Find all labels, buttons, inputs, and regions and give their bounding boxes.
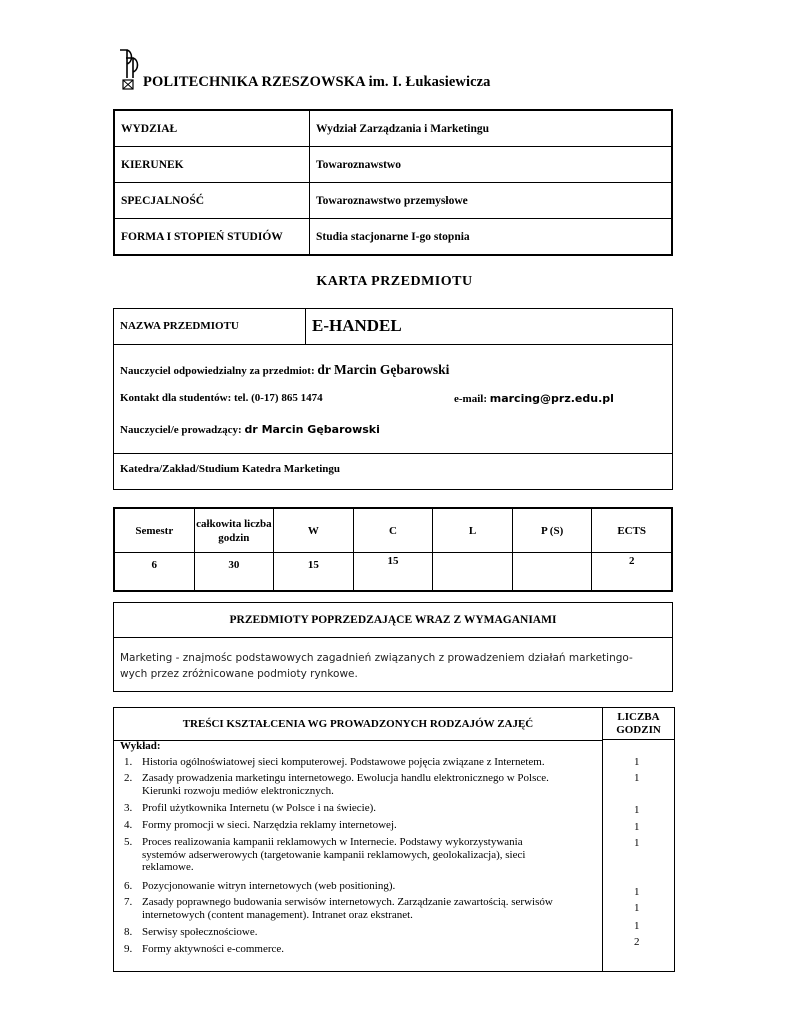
header-ects: ECTS [592, 508, 672, 553]
item-hours: 1 [634, 772, 640, 784]
item-text: Historia ogólnoświatowej sieci komputerowej. Podstawowe pojęcia związane z Internetem. [142, 756, 545, 768]
department-line [120, 463, 340, 475]
value-ps [512, 553, 592, 592]
divider [114, 453, 672, 454]
item-number: 8. [124, 926, 133, 938]
item-number: 7. [124, 896, 133, 908]
hours-table [113, 507, 673, 592]
item-hours: 1 [634, 902, 640, 914]
value-l [433, 553, 513, 592]
info-label: WYDZIAŁ [114, 110, 310, 147]
item-text: Pozycjonowanie witryn internetowych (web positioning). [142, 880, 396, 892]
info-value: Towaroznawstwo przemysłowe [310, 183, 673, 219]
lecturers-value: dr Marcin Gębarowski [244, 423, 380, 436]
table-header-row [114, 508, 672, 553]
department-label: Katedra/Zakład/Studium [120, 463, 240, 475]
lecturers-line [120, 423, 380, 436]
item-text: Zasady poprawnego budowania serwisów internetowych. Zarządzanie zawartością. serwisów internetowych (content management). Intranet oraz ekstranet. [142, 896, 553, 921]
table-row [114, 147, 672, 183]
table-row [114, 553, 672, 592]
subject-name: E-HANDEL [312, 316, 402, 335]
item-hours: 1 [634, 821, 640, 833]
prerequisites-title: PRZEDMIOTY POPRZEDZAJĄCE WRAZ Z WYMAGANIAMI [114, 603, 672, 638]
item-text: Profil użytkownika Internetu (w Polsce i na świecie). [142, 802, 376, 814]
content-title: TREŚCI KSZTAŁCENIA WG PROWADZONYCH RODZAJÓW ZAJĘĆ [114, 708, 603, 741]
card-title: KARTA PRZEDMIOTU [316, 274, 473, 289]
value-total-hours: 30 [194, 553, 274, 592]
item-hours: 1 [634, 804, 640, 816]
item-hours: 2 [634, 936, 640, 948]
item-text: Serwisy społecznościowe. [142, 926, 258, 938]
list-item [120, 756, 590, 769]
header-w: W [274, 508, 354, 553]
section-label: Wykład: [120, 740, 161, 752]
item-number: 5. [124, 836, 133, 848]
subject-box [113, 308, 673, 490]
table-row [114, 219, 672, 256]
value-c: 15 [353, 553, 433, 592]
item-number: 9. [124, 943, 133, 955]
contact-line: Kontakt dla studentów: tel. (0-17) 865 1474 [120, 392, 323, 404]
item-number: 4. [124, 819, 133, 831]
value-w: 15 [274, 553, 354, 592]
table-row [114, 110, 672, 147]
header-c: C [353, 508, 433, 553]
content-table [113, 707, 675, 972]
item-number: 1. [124, 756, 133, 768]
item-hours: 1 [634, 756, 640, 768]
department-value: Katedra Marketingu [241, 463, 341, 475]
table-row [114, 183, 672, 219]
item-hours: 1 [634, 837, 640, 849]
email-value: marcing@prz.edu.pl [489, 392, 614, 405]
email-label: e-mail: [454, 393, 487, 405]
divider [305, 309, 306, 344]
divider [602, 740, 603, 971]
item-text: Formy promocji w sieci. Narzędzia reklamy internetowej. [142, 819, 397, 831]
item-text: Formy aktywności e-commerce. [142, 943, 285, 955]
info-value: Wydział Zarządzania i Marketingu [310, 110, 673, 147]
lecturers-label: Nauczyciel/e prowadzący: [120, 424, 242, 436]
value-semestr: 6 [114, 553, 194, 592]
header-total-hours: całkowita liczba godzin [194, 508, 274, 553]
hours-column-header: LICZBA GODZIN [603, 708, 674, 740]
teacher-label: Nauczyciel odpowiedzialny za przedmiot: [120, 365, 315, 377]
prerequisites-box [113, 602, 673, 692]
teacher-line [120, 362, 449, 378]
teacher-name: dr Marcin Gębarowski [317, 362, 450, 377]
item-number: 6. [124, 880, 133, 892]
value-ects: 2 [592, 553, 672, 592]
item-text: Zasady prowadzenia marketingu internetowego. Ewolucja handlu elektronicznego w Polsce. Kierunki rozwoju mediów elektronicznych. [142, 772, 549, 797]
info-label: FORMA I STOPIEŃ STUDIÓW [114, 219, 310, 256]
item-number: 2. [124, 772, 133, 784]
info-label: KIERUNEK [114, 147, 310, 183]
item-number: 3. [124, 802, 133, 814]
info-value: Towaroznawstwo [310, 147, 673, 183]
study-info-table [113, 109, 673, 256]
header-semestr: Semestr [114, 508, 194, 553]
university-logo-icon [117, 48, 141, 92]
header-l: L [433, 508, 513, 553]
item-hours: 1 [634, 886, 640, 898]
email-line [454, 392, 614, 405]
info-value: Studia stacjonarne I-go stopnia [310, 219, 673, 256]
university-name: POLITECHNIKA RZESZOWSKA im. I. Łukasiewicza [143, 74, 491, 90]
info-label: SPECJALNOŚĆ [114, 183, 310, 219]
header-ps: P (S) [512, 508, 592, 553]
subject-name-label: NAZWA PRZEDMIOTU [120, 320, 239, 332]
item-hours: 1 [634, 920, 640, 932]
prerequisites-text: Marketing - znajmośc podstawowych zagadnień związanych z prowadzeniem działań marketingo-wych przez zróżnicowane podmioty rynkowe. [120, 652, 633, 680]
item-text: Proces realizowania kampanii reklamowych w Internecie. Podstawy wykorzystywania systemów adserwerowych (targetowanie kampanii reklamowych, geolokalizacja), sieci reklamowe. [142, 836, 526, 873]
